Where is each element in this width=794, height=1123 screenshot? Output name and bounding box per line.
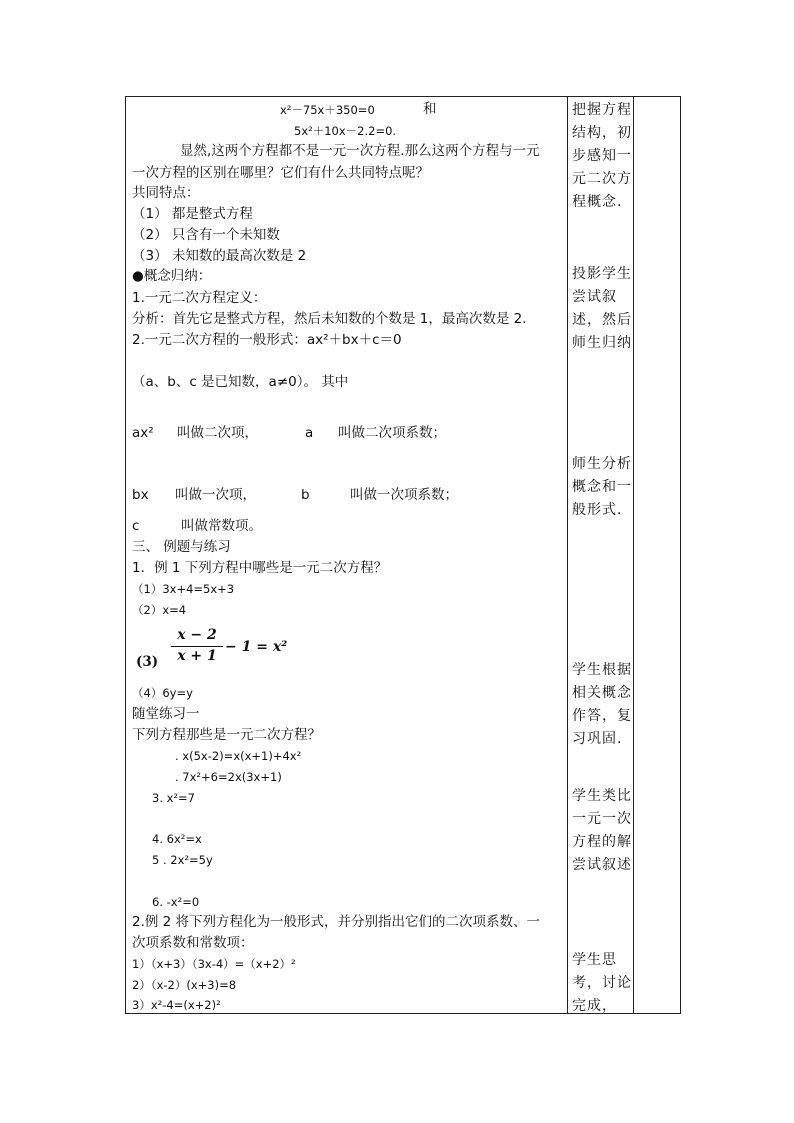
example-2-title: 次项系数和常数项：	[132, 935, 254, 951]
example-1-item: （4）6y=y	[132, 686, 193, 700]
side-note: 投影学生尝试叙述，然后师生归纳	[572, 266, 632, 351]
practice-title: 随堂练习一	[132, 706, 200, 722]
common-features-title: 共同特点：	[132, 185, 200, 201]
practice-item: 3. x²=7	[152, 791, 195, 805]
side-note: 把握方程结构，初步感知一元二次方程概念.	[572, 102, 632, 210]
side-note: 学生思考，讨论完成，	[572, 952, 632, 1014]
term-constant-desc: 叫做常数项。	[181, 518, 262, 534]
general-form: 2.一元二次方程的一般形式：ax²＋bx＋c＝0	[132, 332, 402, 348]
paragraph-line: 一次方程的区别在哪里？它们有什么共同特点呢？	[132, 165, 429, 181]
example-1-item: （2）x=4	[132, 603, 187, 617]
example-1-item3-label: (3)	[136, 654, 159, 670]
common-feature-item: （1） 都是整式方程	[132, 206, 253, 222]
example-2-item: 2）（x-2）(x+3)=8	[132, 978, 237, 992]
practice-item: 5 . 2x²=5y	[152, 853, 213, 867]
concept-title: ●概念归纳：	[132, 268, 212, 284]
example-2-item: 1）（x+3）（3x-4）=（x+2）²	[132, 957, 296, 971]
column-divider	[633, 97, 634, 1013]
term-quadratic: ax²	[132, 425, 154, 441]
fraction-denominator: x + 1	[177, 648, 217, 664]
coef-quadratic-desc: 叫做二次项系数；	[338, 425, 446, 441]
equation-2: 5x²＋10x－2.2=0.	[294, 124, 397, 138]
coef-linear: b	[301, 487, 310, 503]
term-constant: c	[132, 518, 140, 534]
practice-item: . 7x²+6=2x(3x+1)	[175, 770, 282, 784]
coef-quadratic: a	[305, 425, 314, 441]
example-2-title: 2.例 2 将下列方程化为一般形式，并分别指出它们的二次项系数、一	[132, 914, 541, 930]
side-note: 学生类比一元一次方程的解尝试叙述	[572, 788, 632, 873]
fraction-expression	[171, 625, 223, 669]
definition-title: 1.一元二次方程定义：	[132, 290, 267, 306]
fraction-numerator: x − 2	[177, 627, 217, 643]
term-quadratic-desc: 叫做二次项，	[177, 425, 258, 441]
practice-item: . x(5x-2)=x(x+1)+4x²	[175, 749, 302, 763]
practice-item: 4. 6x²=x	[152, 832, 202, 846]
term-linear-desc: 叫做一次项，	[175, 487, 256, 503]
paragraph-line: 显然,这两个方程都不是一元一次方程.那么这两个方程与一元	[180, 143, 540, 159]
definition-analysis: 分析：首先它是整式方程，然后未知数的个数是 1，最高次数是 2.	[132, 311, 527, 327]
fraction-rest: − 1 = x²	[225, 639, 288, 655]
lesson-table	[125, 96, 681, 1014]
example-1-title: 1．例 1 下列方程中哪些是一元二次方程？	[132, 560, 388, 576]
term-linear: bx	[132, 487, 149, 503]
equation-1: x²－75x＋350=0	[280, 103, 375, 117]
equation-conjunction: 和	[423, 101, 437, 117]
practice-item: 6. -x²=0	[152, 895, 200, 909]
common-feature-item: （3） 未知数的最高次数是 2	[132, 248, 307, 264]
common-feature-item: （2） 只含有一个未知数	[132, 227, 280, 243]
side-note: 师生分析概念和一般形式.	[572, 456, 632, 518]
practice-question: 下列方程那些是一元二次方程？	[132, 727, 321, 743]
fraction-bar	[171, 646, 223, 647]
side-note: 学生根据相关概念作答，复习巩固.	[572, 662, 632, 747]
section-heading: 三、 例题与练习	[132, 539, 231, 555]
condition-line: （a、b、c 是已知数，a≠0）。 其中	[132, 374, 349, 390]
example-2-item: 3）x²-4=(x+2)²	[132, 998, 221, 1012]
example-1-item: （1）3x+4=5x+3	[132, 582, 235, 596]
coef-linear-desc: 叫做一次项系数；	[350, 487, 458, 503]
column-divider	[567, 97, 568, 1013]
